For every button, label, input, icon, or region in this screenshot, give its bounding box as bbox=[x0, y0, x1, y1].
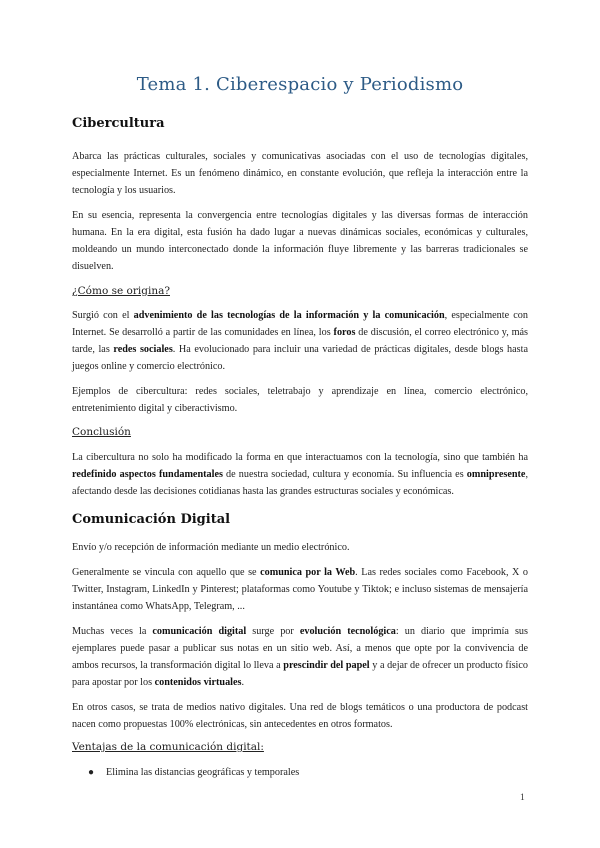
subheading-origen: ¿Cómo se origina? bbox=[72, 285, 170, 297]
text-run: surge por bbox=[246, 626, 300, 637]
paragraph bbox=[72, 564, 528, 615]
bullet-icon: ● bbox=[88, 767, 95, 778]
text-run: Generalmente se vincula con aquello que se bbox=[72, 567, 261, 578]
text-run: La cibercultura no solo ha modificado la forma en que interactuamos con la tecnología, sino que también ha bbox=[72, 452, 528, 463]
subheading-conclusion: Conclusión bbox=[72, 426, 131, 438]
text-run: Muchas veces la bbox=[72, 626, 153, 637]
paragraph: Abarca las prácticas culturales, sociales y comunicativas asociadas con el uso de tecnologías digitales, especialmente Internet. Es un fenómeno dinámico, en constante evolución, que refleja la interacción entre la tecnología y los usuarios. bbox=[72, 151, 528, 196]
bold-text: comunicación digital bbox=[152, 626, 247, 637]
bold-text: evolución tecnológica bbox=[299, 626, 396, 637]
section-heading-comunicacion-digital: Comunicación Digital bbox=[72, 512, 231, 527]
bold-text: prescindir del papel bbox=[283, 660, 370, 671]
bold-text: redes sociales bbox=[113, 344, 173, 355]
list-item bbox=[72, 764, 528, 781]
text-run: y a dejar de ofrecer un producto físico para apostar por los bbox=[72, 660, 528, 688]
document-title: Tema 1. Ciberespacio y Periodismo bbox=[136, 74, 464, 95]
bold-text: advenimiento de las tecnologías de la información y la comunicación bbox=[133, 310, 445, 321]
bullet-list bbox=[72, 764, 528, 781]
subheading-ventajas: Ventajas de la comunicación digital: bbox=[72, 741, 264, 753]
text-run: , afectando desde las decisiones cotidianas hasta las grandes estructuras sociales y económicas. bbox=[72, 469, 528, 497]
bold-text: omnipresente bbox=[466, 469, 526, 480]
section-heading-cibercultura: Cibercultura bbox=[72, 116, 165, 131]
paragraph: Ejemplos de cibercultura: redes sociales, teletrabajo y aprendizaje en línea, comercio electrónico, entretenimiento digital y ciberactivismo. bbox=[72, 386, 528, 414]
text-run: , especialmente con Internet. Se desarrolló a partir de las comunidades en línea, los bbox=[72, 310, 528, 338]
bold-text: comunica por la Web bbox=[260, 567, 356, 578]
paragraph: En otros casos, se trata de medios nativo digitales. Una red de blogs temáticos o una productora de podcast nacen como propuestas 100% electrónicas, sin antecedentes en otros formatos. bbox=[72, 702, 528, 730]
text-run: Surgió con el bbox=[72, 310, 134, 321]
text-run: : un diario que imprimía sus ejemplares puede pasar a publicar sus notas en un sitio web. Así, a menos que opte por la convivencia de ambos recursos, la transformación digital lo lleva a bbox=[72, 626, 528, 671]
bold-text: contenidos virtuales bbox=[154, 677, 242, 688]
document-body bbox=[72, 112, 528, 781]
paragraph bbox=[72, 449, 528, 500]
text-run: de discusión, el correo electrónico y, más tarde, las bbox=[72, 327, 528, 355]
bold-text: foros bbox=[333, 327, 356, 338]
paragraph: En su esencia, representa la convergencia entre tecnologías digitales y las diversas formas de interacción humana. En la era digital, esta fusión ha dado lugar a nuevas dinámicas sociales, económicas y culturales, moldeando un mundo interconectado donde la información fluye libremente y las barreras tradicionales se disuelven. bbox=[72, 210, 528, 272]
text-run: . Ha evolucionado para incluir una variedad de prácticas digitales, desde blogs hasta juegos online y comercio electrónico. bbox=[72, 344, 528, 372]
list-item-text: Elimina las distancias geográficas y temporales bbox=[106, 767, 300, 778]
paragraph: Envío y/o recepción de información mediante un medio electrónico. bbox=[72, 542, 350, 553]
text-run: . bbox=[241, 677, 245, 688]
text-run: . Las redes sociales como Facebook, X o Twitter, Instagram, LinkedIn y Pinterest; plataformas como Youtube y Tiktok; e incluso sistemas de mensajería instantánea como WhatsApp, Telegram, ... bbox=[72, 567, 528, 612]
paragraph bbox=[72, 623, 528, 691]
bold-text: redefinido aspectos fundamentales bbox=[72, 469, 223, 480]
text-run: de nuestra sociedad, cultura y economía. Su influencia es bbox=[222, 469, 467, 480]
page-number: 1 bbox=[520, 793, 525, 803]
paragraph bbox=[72, 307, 528, 375]
